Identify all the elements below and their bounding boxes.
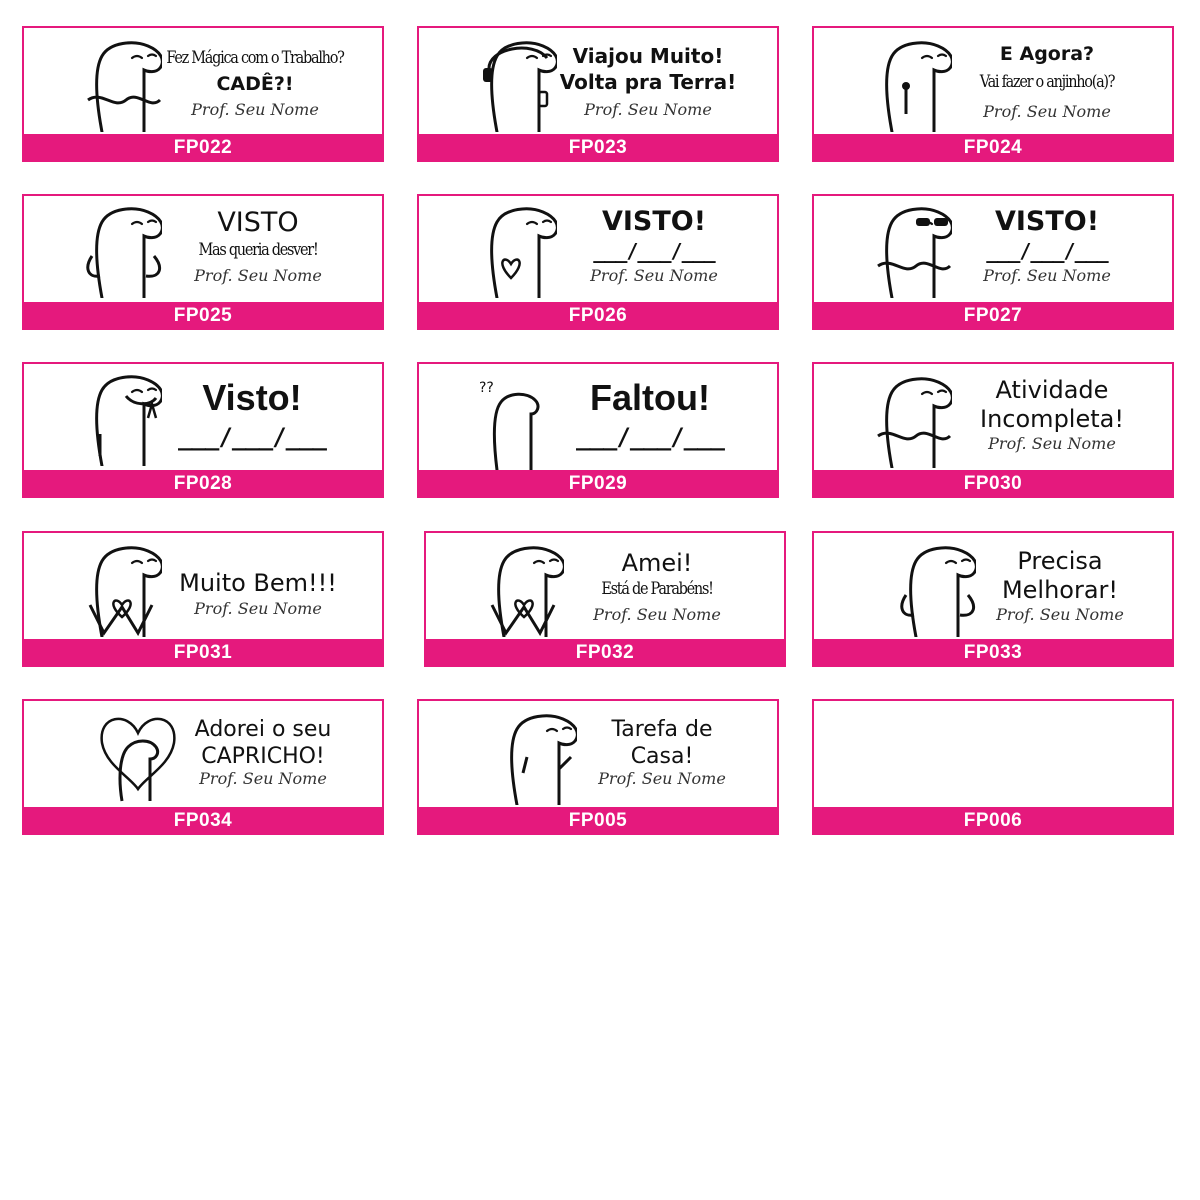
stamp-code: FP034 — [24, 807, 382, 833]
stamp-code: FP031 — [24, 639, 382, 665]
signature: Prof. Seu Nome — [194, 266, 322, 285]
stamp-card[interactable] — [812, 699, 1174, 835]
stamp-card[interactable] — [22, 26, 384, 162]
stamp-code: FP030 — [814, 470, 1172, 496]
svg-text:??: ?? — [479, 380, 494, 396]
stamp-card[interactable] — [812, 531, 1174, 667]
stamp-card[interactable] — [22, 699, 384, 835]
signature: Prof. Seu Nome — [598, 769, 726, 788]
stamp-card[interactable] — [22, 362, 384, 498]
stamp-code: FP005 — [419, 807, 777, 833]
signature: Prof. Seu Nome — [996, 605, 1124, 624]
signature: Prof. Seu Nome — [590, 266, 718, 285]
stamp-line-1: Precisa — [1017, 547, 1103, 575]
signature: Prof. Seu Nome — [988, 434, 1116, 453]
stamp-code: FP032 — [426, 639, 784, 665]
stamp-line-2: CAPRICHO! — [201, 744, 325, 769]
flork-heart-icon — [82, 545, 162, 637]
stamp-code: FP027 — [814, 302, 1172, 328]
stamp-code: FP033 — [814, 639, 1172, 665]
stamp-line-2: Casa! — [630, 744, 694, 769]
flork-character-icon — [872, 376, 952, 468]
stamp-line-2: Mas queria desver! — [198, 240, 318, 260]
stamp-card[interactable] — [417, 194, 779, 330]
stamp-line-1: VISTO! — [994, 206, 1100, 237]
flork-pointing-icon — [497, 713, 577, 805]
signature: Prof. Seu Nome — [584, 100, 712, 119]
signature: Prof. Seu Nome — [191, 100, 319, 119]
stamp-card[interactable] — [812, 26, 1174, 162]
stamp-code: FP006 — [814, 807, 1172, 833]
signature: Prof. Seu Nome — [983, 102, 1111, 121]
stamp-code: FP024 — [814, 134, 1172, 160]
stamp-line-1: Visto! — [202, 377, 302, 418]
stamp-line-1: Atividade — [995, 376, 1109, 404]
stamp-line-2: Está de Parabéns! — [601, 579, 713, 599]
stamp-line-1: Fez Mágica com o Trabalho? — [166, 48, 344, 68]
stamp-card[interactable] — [417, 699, 779, 835]
stamp-line-2: Vai fazer o anjinho(a)? — [979, 72, 1115, 92]
stamp-line-2: Volta pra Terra! — [559, 70, 737, 94]
stamp-line-1: Adorei o seu — [194, 717, 332, 742]
stamp-code: FP028 — [24, 470, 382, 496]
stamp-card[interactable] — [812, 362, 1174, 498]
signature: Prof. Seu Nome — [199, 769, 327, 788]
signature: Prof. Seu Nome — [983, 266, 1111, 285]
stamp-code: FP029 — [419, 470, 777, 496]
stamp-card[interactable] — [812, 194, 1174, 330]
stamp-card[interactable] — [417, 26, 779, 162]
stamp-code: FP025 — [24, 302, 382, 328]
stamp-code: FP026 — [419, 302, 777, 328]
stamp-line-2: CADÊ?! — [216, 73, 294, 95]
stamp-line-1: Amei! — [621, 549, 693, 577]
stamp-line-2: ___/___/___ — [593, 239, 715, 263]
signature: Prof. Seu Nome — [194, 599, 322, 618]
stamp-code: FP023 — [419, 134, 777, 160]
stamp-line-1: VISTO — [217, 207, 299, 238]
stamp-line-1: VISTO! — [601, 206, 707, 237]
stamp-line-1: Faltou! — [590, 377, 710, 418]
stamp-line-2: Melhorar! — [1001, 576, 1119, 604]
stamp-card[interactable] — [22, 531, 384, 667]
stamp-line-2: ___/___/___ — [576, 423, 724, 451]
stamp-line-1: Tarefa de — [611, 717, 713, 742]
stamp-line-2: ___/___/___ — [986, 239, 1108, 263]
stamp-code: FP022 — [24, 134, 382, 160]
stamp-line-1: E Agora? — [999, 43, 1095, 65]
stamp-line-2: ___/___/___ — [178, 423, 326, 451]
stamp-card[interactable] — [424, 531, 786, 667]
stamp-line-2: Incompleta! — [980, 405, 1124, 433]
stamp-card[interactable] — [22, 194, 384, 330]
stamp-line-1: Muito Bem!!! — [179, 569, 337, 597]
flork-laughing-icon — [82, 374, 162, 466]
flork-heart-hands-icon — [477, 206, 557, 298]
stamp-line-1: Viajou Muito! — [572, 44, 724, 68]
signature: Prof. Seu Nome — [593, 605, 721, 624]
flork-big-heart-icon — [98, 711, 178, 803]
stamp-card[interactable] — [417, 362, 779, 498]
